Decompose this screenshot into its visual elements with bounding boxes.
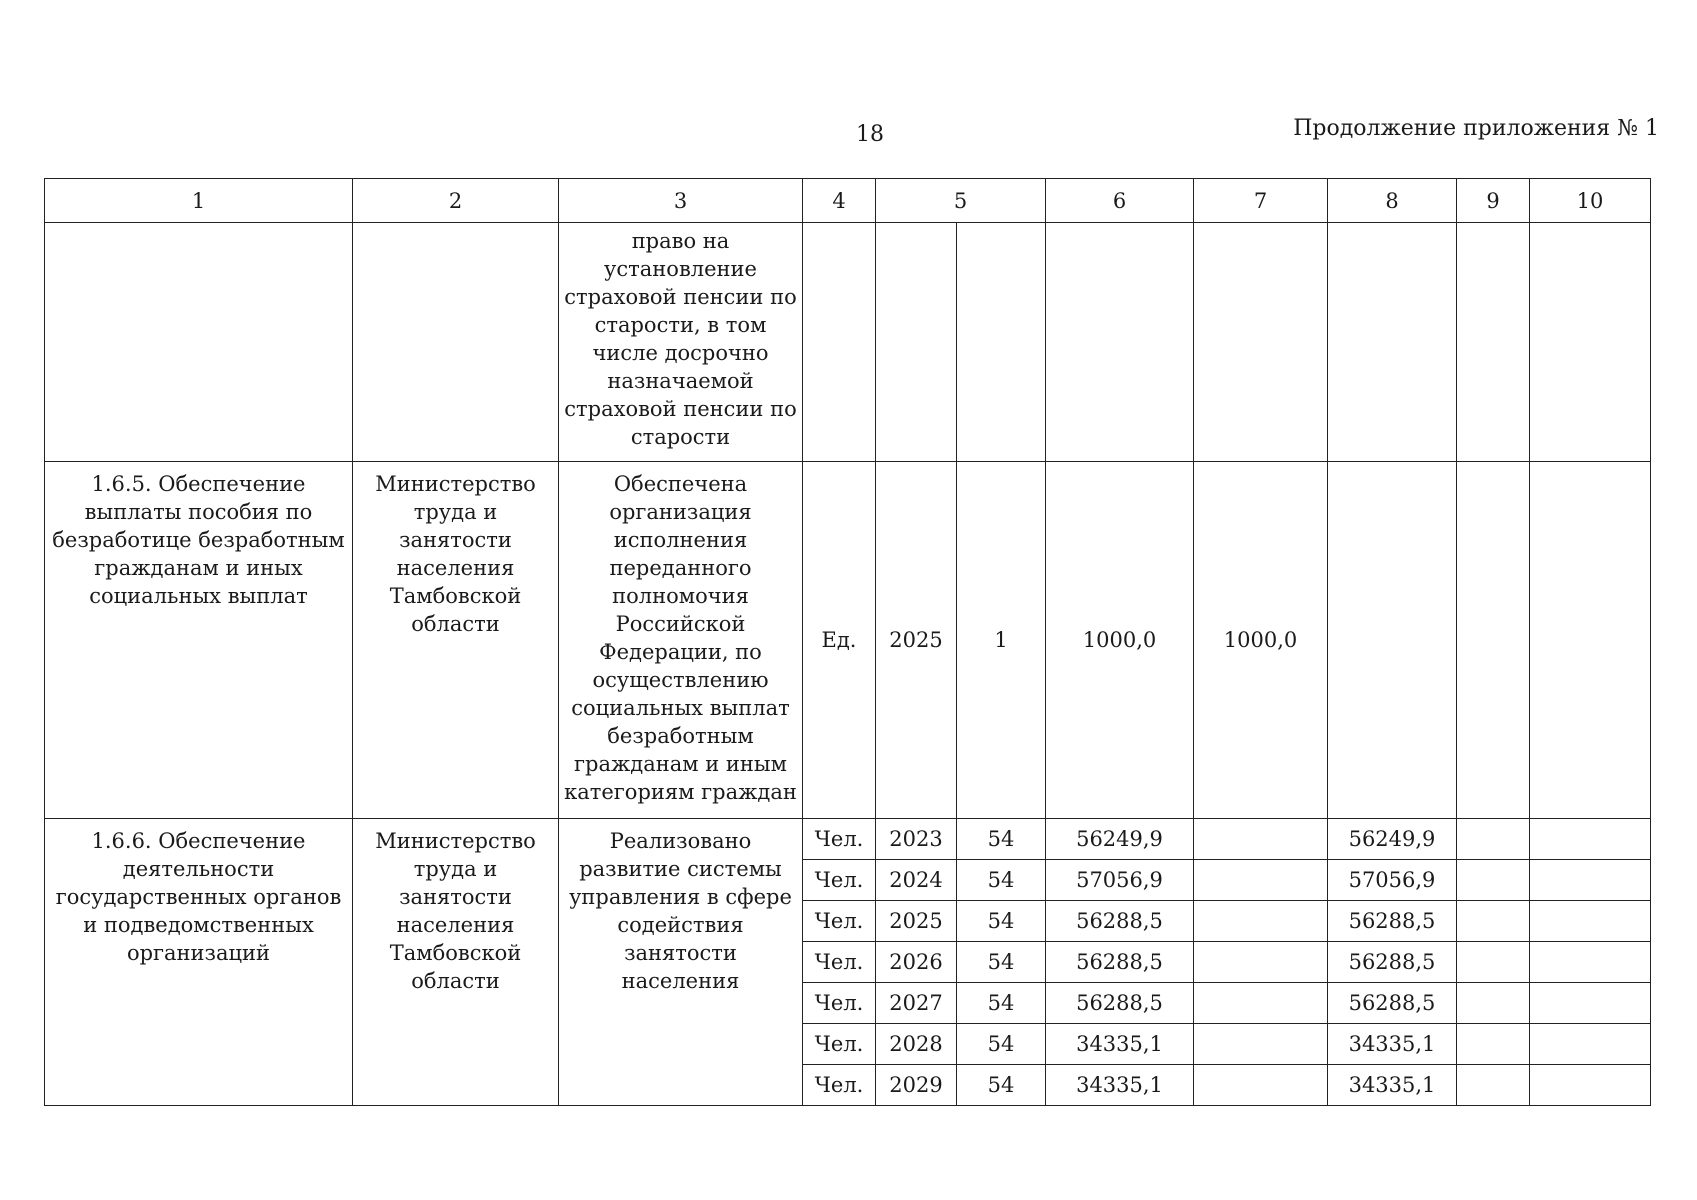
row-value: 54	[957, 901, 1046, 942]
table-cell	[1328, 462, 1457, 819]
row-value: 54	[957, 942, 1046, 983]
table-cell	[1457, 942, 1530, 983]
column-header: 3	[559, 179, 803, 223]
table-cell	[353, 223, 559, 462]
item-value: 1	[957, 462, 1046, 819]
row-year: 2026	[876, 942, 957, 983]
continuation-result-text: право на установление страховой пенсии по старости, в том числе досрочно назначаемой страховой пенсии по старости	[559, 223, 803, 462]
row-year: 2023	[876, 819, 957, 860]
column-header: 9	[1457, 179, 1530, 223]
row-year: 2028	[876, 1024, 957, 1065]
table-cell	[1194, 819, 1328, 860]
row-col8: 56288,5	[1328, 983, 1457, 1024]
row-year: 2024	[876, 860, 957, 901]
row-col8: 34335,1	[1328, 1024, 1457, 1065]
row-unit: Чел.	[803, 983, 876, 1024]
item-title: 1.6.5. Обеспечение выплаты пособия по безработице безработным гражданам и иных социальных выплат	[45, 462, 353, 819]
row-unit: Чел.	[803, 942, 876, 983]
table-cell	[1530, 223, 1651, 462]
column-number-row	[45, 179, 1651, 223]
page-number: 18	[856, 122, 884, 147]
continuation-row	[45, 223, 1651, 462]
column-header: 10	[1530, 179, 1651, 223]
row-unit: Чел.	[803, 1065, 876, 1106]
table-cell	[1457, 1024, 1530, 1065]
table-cell	[1457, 819, 1530, 860]
row-unit: Чел.	[803, 901, 876, 942]
table-cell	[1457, 462, 1530, 819]
row-col8: 57056,9	[1328, 860, 1457, 901]
row-unit: Чел.	[803, 1024, 876, 1065]
table-cell	[1530, 819, 1651, 860]
item-title: 1.6.6. Обеспечение деятельности государственных органов и подведомственных организаций	[45, 819, 353, 1106]
table-row	[45, 462, 1651, 819]
row-year: 2027	[876, 983, 957, 1024]
table-cell	[1530, 942, 1651, 983]
appendix-table	[44, 178, 1651, 1106]
table-cell	[1530, 901, 1651, 942]
row-unit: Чел.	[803, 860, 876, 901]
table-cell	[1530, 983, 1651, 1024]
table-cell	[1194, 1065, 1328, 1106]
table-cell	[1457, 901, 1530, 942]
row-col8: 56288,5	[1328, 942, 1457, 983]
row-total: 56288,5	[1046, 901, 1194, 942]
table-row	[45, 819, 1651, 860]
column-header: 8	[1328, 179, 1457, 223]
table-cell	[803, 223, 876, 462]
column-header: 6	[1046, 179, 1194, 223]
table-cell	[1194, 983, 1328, 1024]
table-cell	[1530, 1065, 1651, 1106]
table-cell	[876, 223, 957, 462]
table-cell	[1194, 860, 1328, 901]
row-year: 2029	[876, 1065, 957, 1106]
item-executor: Министерство труда и занятости населения Тамбовской области	[353, 819, 559, 1106]
table-cell	[1046, 223, 1194, 462]
column-header: 1	[45, 179, 353, 223]
item-executor: Министерство труда и занятости населения Тамбовской области	[353, 462, 559, 819]
table-cell	[1328, 223, 1457, 462]
row-year: 2025	[876, 901, 957, 942]
row-col8: 56288,5	[1328, 901, 1457, 942]
row-col8: 34335,1	[1328, 1065, 1457, 1106]
row-total: 56288,5	[1046, 942, 1194, 983]
table-cell	[1457, 983, 1530, 1024]
item-year: 2025	[876, 462, 957, 819]
table-cell	[1194, 1024, 1328, 1065]
column-header: 2	[353, 179, 559, 223]
table-cell	[957, 223, 1046, 462]
item-result: Реализовано развитие системы управления в сфере содействия занятости населения	[559, 819, 803, 1106]
item-col7: 1000,0	[1194, 462, 1328, 819]
table-cell	[1530, 1024, 1651, 1065]
table-cell	[1530, 462, 1651, 819]
row-value: 54	[957, 860, 1046, 901]
row-total: 56249,9	[1046, 819, 1194, 860]
row-value: 54	[957, 983, 1046, 1024]
appendix-note: Продолжение приложения № 1	[1293, 116, 1659, 141]
table-cell	[1194, 901, 1328, 942]
row-value: 54	[957, 1024, 1046, 1065]
table-cell	[1194, 223, 1328, 462]
row-unit: Чел.	[803, 819, 876, 860]
table-cell	[1457, 1065, 1530, 1106]
table-cell	[1194, 942, 1328, 983]
table-cell	[1530, 860, 1651, 901]
table-cell	[1457, 860, 1530, 901]
table-cell	[45, 223, 353, 462]
column-header: 5	[876, 179, 1046, 223]
row-col8: 56249,9	[1328, 819, 1457, 860]
item-result: Обеспечена организация исполнения переданного полномочия Российской Федерации, по осуществлению социальных выплат безработным гражданам и иным категориям граждан	[559, 462, 803, 819]
row-total: 34335,1	[1046, 1065, 1194, 1106]
column-header: 4	[803, 179, 876, 223]
row-total: 34335,1	[1046, 1024, 1194, 1065]
item-total: 1000,0	[1046, 462, 1194, 819]
table-cell	[1457, 223, 1530, 462]
row-value: 54	[957, 819, 1046, 860]
item-unit: Ед.	[803, 462, 876, 819]
row-total: 57056,9	[1046, 860, 1194, 901]
row-total: 56288,5	[1046, 983, 1194, 1024]
column-header: 7	[1194, 179, 1328, 223]
row-value: 54	[957, 1065, 1046, 1106]
